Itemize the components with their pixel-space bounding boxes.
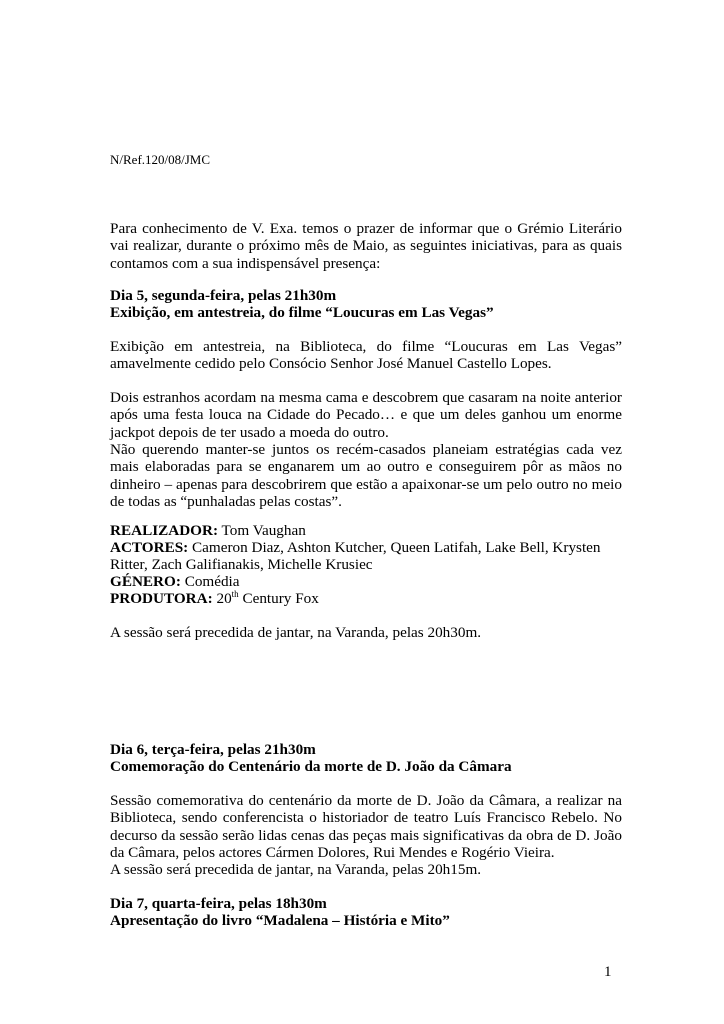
event1-actors [110,539,622,556]
event1-date: Dia 5, segunda-feira, pelas 21h30m [110,287,337,304]
event2-date: Dia 6, terça-feira, pelas 21h30m [110,741,316,758]
reference-number: N/Ref.120/08/JMC [110,152,211,167]
event1-synopsis-2: Não querendo manter-se juntos os recém-casados planeiam estratégias cada vez mais elaboradas para se enganarem um ao outro e conseguirem pôr as mãos no dinheiro – apenas para descobrirem que estão a apaixonar-se um pelo outro no meio de todas as “punhaladas pelas costas”. [110,441,622,510]
event1-genre [110,573,622,590]
producer-label: PRODUTORA: [110,590,213,607]
event2-title: Comemoração do Centenário da morte de D. João da Câmara [110,758,512,775]
actors-label: ACTORES: [110,539,189,556]
event1-title: Exibição, em antestreia, do filme “Loucuras em Las Vegas” [110,304,494,321]
intro-paragraph: Para conhecimento de V. Exa. temos o prazer de informar que o Grémio Literário vai realizar, durante o próximo mês de Maio, as seguintes iniciativas, para as quais contamos com a sua indispensável presença: [110,220,622,272]
page-number: 1 [604,964,612,980]
director-value: Tom Vaughan [221,522,306,539]
genre-value: Comédia [184,573,240,590]
event2-description: Sessão comemorativa do centenário da morte de D. João da Câmara, a realizar na Biblioteca, sendo conferencista o historiador de teatro Luís Francisco Rebelo. No decurso da sessão serão lidas cenas das peças mais significativas da obra de D. João da Câmara, pelos actores Cármen Dolores, Rui Mendes e Rogério Vieira. [110,792,622,861]
event3-date: Dia 7, quarta-feira, pelas 18h30m [110,895,327,912]
producer-ordinal: th [231,588,239,599]
producer-number: 20 [216,590,232,607]
event3-title: Apresentação do livro “Madalena – História e Mito” [110,912,450,929]
event1-synopsis-1: Dois estranhos acordam na mesma cama e descobrem que casaram na noite anterior após uma festa louca na Cidade do Pecado… e que um deles ganhou um enorme jackpot depois de ter usado a moeda do outro. [110,389,622,441]
actors-value-line1: Cameron Diaz, Ashton Kutcher, Queen Latifah, Lake Bell, Krysten [192,539,601,556]
event1-description: Exibição em antestreia, na Biblioteca, do filme “Loucuras em Las Vegas” amavelmente cedido pelo Consócio Senhor José Manuel Castello Lopes. [110,338,622,373]
event2-dinner: A sessão será precedida de jantar, na Varanda, pelas 20h15m. [110,861,482,878]
event1-actors-continued: Ritter, Zach Galifianakis, Michelle Krusiec [110,556,373,573]
genre-label: GÉNERO: [110,573,181,590]
producer-value: Century Fox [242,590,319,607]
event1-producer [110,590,622,607]
event1-director [110,522,622,539]
director-label: REALIZADOR: [110,522,219,539]
event1-dinner: A sessão será precedida de jantar, na Varanda, pelas 20h30m. [110,624,482,641]
